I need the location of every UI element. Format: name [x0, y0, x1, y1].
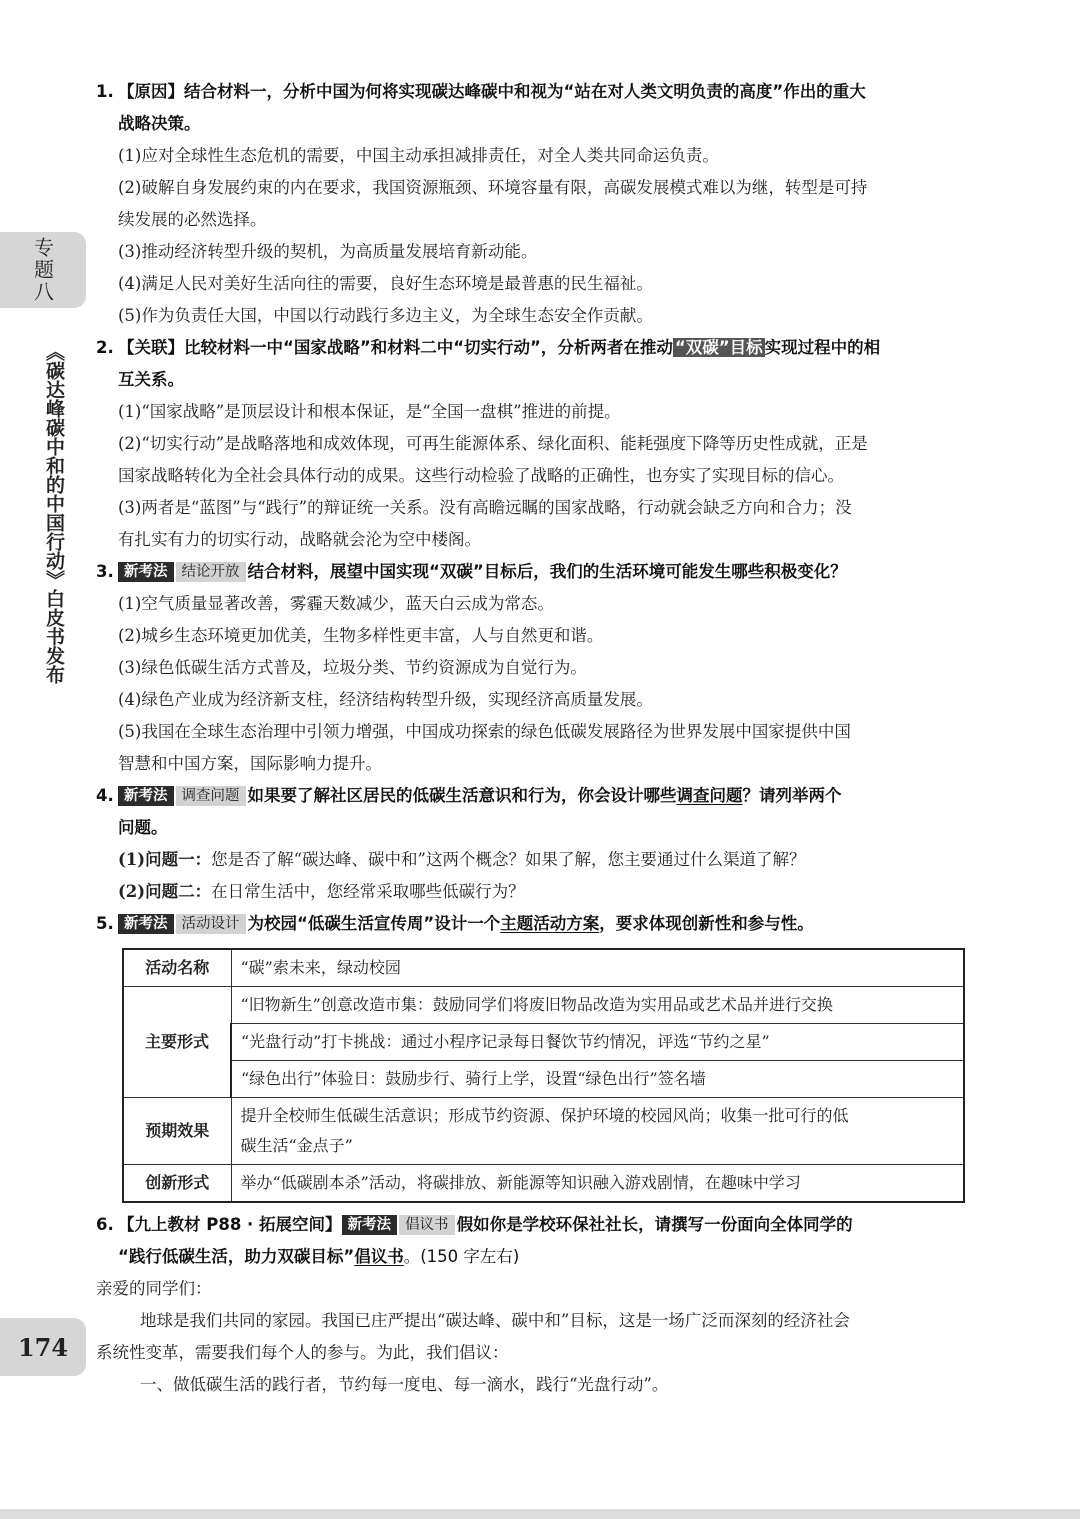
question-number: 1.: [96, 82, 114, 101]
question-type-tag: 活动设计: [176, 914, 246, 934]
table-label-cell: 活动名称: [123, 949, 231, 987]
letter-greeting: 亲爱的同学们：: [96, 1279, 212, 1298]
table-value-cell: “碳”索未来，绿动校园: [231, 949, 964, 987]
answer-line: (3)绿色低碳生活方式普及，垃圾分类、节约资源成为自觉行为。: [118, 658, 587, 677]
answer-line: (1)空气质量显著改善，雾霾天数减少，蓝天白云成为常态。: [118, 594, 554, 613]
question-label: 【九上教材 P88 · 拓展空间】: [118, 1215, 342, 1234]
answer-line: 智慧和中国方案，国际影响力提升。: [118, 754, 382, 773]
new-method-tag: 新考法: [118, 786, 174, 806]
question-text: 结合材料，展望中国实现“双碳”目标后，我们的生活环境可能发生哪些积极变化？: [247, 562, 847, 581]
side-chapter-title: 《碳达峰碳中和的中国行动》白皮书发布: [43, 342, 65, 684]
table-value-cell: “旧物新生”创意改造市集：鼓励同学们将废旧物品改造为实用品或艺术品并进行交换: [231, 987, 964, 1024]
table-row: [123, 987, 964, 1024]
question-2: [96, 332, 980, 396]
question-1: [96, 76, 980, 140]
table-value-cell: 举办“低碳剧本杀”活动，将碳排放、新能源等知识融入游戏剧情，在趣味中学习: [231, 1165, 964, 1203]
answer-line: 续发展的必然选择。: [118, 210, 267, 229]
answer-text: 您是否了解“碳达峰、碳中和”这两个概念？如果了解，您主要通过什么渠道了解？: [211, 850, 806, 869]
answer-line: (1)“国家战略”是顶层设计和根本保证，是“全国一盘棋”推进的前提。: [118, 402, 621, 421]
highlighted-term: “双碳”目标: [674, 338, 763, 357]
table-row: [123, 1165, 964, 1203]
table-value-cell: [231, 1098, 964, 1165]
page-content: [96, 76, 980, 1401]
question-text: 。(150 字左右): [403, 1247, 520, 1266]
question-text: 比较材料一中“国家战略”和材料二中“切实行动”，分析两者在推动: [184, 338, 673, 357]
table-value-cell: “绿色出行”体验日：鼓励步行、骑行上学，设置“绿色出行”签名墙: [231, 1061, 964, 1098]
answer-label: (1)问题一：: [118, 850, 212, 869]
answer-line: (1)应对全球性生态危机的需要，中国主动承担减排责任，对全人类共同命运负责。: [118, 146, 719, 165]
question-number: 2.: [96, 338, 114, 357]
underlined-term: 调查问题: [676, 786, 743, 805]
table-label-cell: 预期效果: [123, 1098, 231, 1165]
question-text: 假如你是学校环保社社长，请撰写一份面向全体同学的: [456, 1215, 853, 1234]
new-method-tag: 新考法: [118, 562, 174, 582]
question-text: 如果要了解社区居民的低碳生活意识和行为，你会设计哪些: [247, 786, 677, 805]
underlined-term: 倡议书: [354, 1247, 404, 1266]
question-text: 为校园“低碳生活宣传周”设计一个: [247, 914, 501, 933]
question-number: 4.: [96, 786, 114, 805]
question-4: [96, 780, 980, 844]
question-number: 3.: [96, 562, 114, 581]
question-number: 5.: [96, 914, 114, 933]
letter-paragraph-cont: 系统性变革，需要我们每个人的参与。为此，我们倡议：: [96, 1343, 509, 1362]
answer-line: [96, 876, 980, 908]
table-row: [123, 1098, 964, 1165]
answer-line: (5)我国在全球生态治理中引领力增强，中国成功探索的绿色低碳发展路径为世界发展中国家提供中国: [118, 722, 851, 741]
answer-line: (2)“切实行动”是战略落地和成效体现，可再生能源体系、绿化面积、能耗强度下降等历史性成就，正是: [118, 434, 868, 453]
answer-line: (3)两者是“蓝图”与“践行”的辩证统一关系。没有高瞻远瞩的国家战略，行动就会缺乏方向和合力；没: [118, 498, 852, 517]
answer-line: 有扎实有力的切实行动，战略就会沦为空中楼阁。: [118, 530, 481, 549]
question-6: [96, 1209, 980, 1273]
question-type-tag: 结论开放: [176, 562, 246, 582]
question-text-cont: [96, 1241, 980, 1273]
answer-line: 国家战略转化为全社会具体行动的成果。这些行动检验了战略的正确性，也夯实了实现目标的信心。: [118, 466, 844, 485]
table-row: [123, 1024, 964, 1061]
letter-paragraph: 地球是我们共同的家园。我国已庄严提出“碳达峰、碳中和”目标，这是一场广泛而深刻的经济社会: [140, 1311, 850, 1330]
activity-plan-table: [122, 948, 965, 1203]
question-type-tag: 调查问题: [176, 786, 246, 806]
answer-line: [96, 844, 980, 876]
answer-text: 在日常生活中，您经常采取哪些低碳行为？: [211, 882, 525, 901]
table-label-cell: 创新形式: [123, 1165, 231, 1203]
question-text: ，要求体现创新性和参与性。: [599, 914, 814, 933]
question-type-tag: 倡议书: [399, 1215, 455, 1235]
question-text: 实现过程中的相: [764, 338, 881, 357]
table-row: [123, 949, 964, 987]
question-5: [96, 908, 980, 940]
table-label-cell: 主要形式: [123, 987, 231, 1098]
question-number: 6.: [96, 1215, 114, 1234]
underlined-term: 主题活动方案: [500, 914, 600, 933]
answer-line: (4)满足人民对美好生活向往的需要，良好生态环境是最普惠的民生福祉。: [118, 274, 653, 293]
letter-paragraph: 一、做低碳生活的践行者，节约每一度电、每一滴水，践行“光盘行动”。: [140, 1375, 669, 1394]
cell-line: 提升全校师生低碳生活意识；形成节约资源、保护环境的校园风尚；收集一批可行的低: [240, 1106, 849, 1125]
page-number: 174: [0, 1318, 86, 1376]
question-text-cont: 互关系。: [118, 370, 184, 389]
chapter-tab-label: 专题八: [30, 237, 55, 303]
table-row: [123, 1061, 964, 1098]
answer-line: (2)城乡生态环境更加优美，生物多样性更丰富，人与自然更和谐。: [118, 626, 604, 645]
answer-line: (5)作为负责任大国，中国以行动践行多边主义，为全球生态安全作贡献。: [118, 306, 653, 325]
answer-line: (2)破解自身发展约束的内在要求，我国资源瓶颈、环境容量有限，高碳发展模式难以为继，转型是可持: [118, 178, 868, 197]
question-3: [96, 556, 980, 588]
question-text-cont: 问题。: [118, 818, 168, 837]
question-text-cont: 战略决策。: [118, 114, 201, 133]
question-text: 结合材料一，分析中国为何将实现碳达峰碳中和视为“站在对人类文明负责的高度”作出的重大: [184, 82, 866, 101]
question-label: 【原因】: [118, 82, 184, 101]
answer-line: (4)绿色产业成为经济新支柱，经济结构转型升级，实现经济高质量发展。: [118, 690, 653, 709]
table-value-cell: “光盘行动”打卡挑战：通过小程序记录每日餐饮节约情况，评选“节约之星”: [231, 1024, 964, 1061]
answer-line: (3)推动经济转型升级的契机，为高质量发展培育新动能。: [118, 242, 538, 261]
question-text: “践行低碳生活，助力双碳目标”: [118, 1247, 355, 1266]
cell-line: 碳生活“金点子”: [240, 1136, 353, 1155]
new-method-tag: 新考法: [342, 1215, 398, 1235]
chapter-tab: [0, 232, 86, 308]
answer-label: (2)问题二：: [118, 882, 212, 901]
bottom-bar: [0, 1509, 1080, 1519]
proposal-letter: [96, 1273, 980, 1401]
question-label: 【关联】: [118, 338, 184, 357]
new-method-tag: 新考法: [118, 914, 174, 934]
question-text: ？请列举两个: [742, 786, 842, 805]
